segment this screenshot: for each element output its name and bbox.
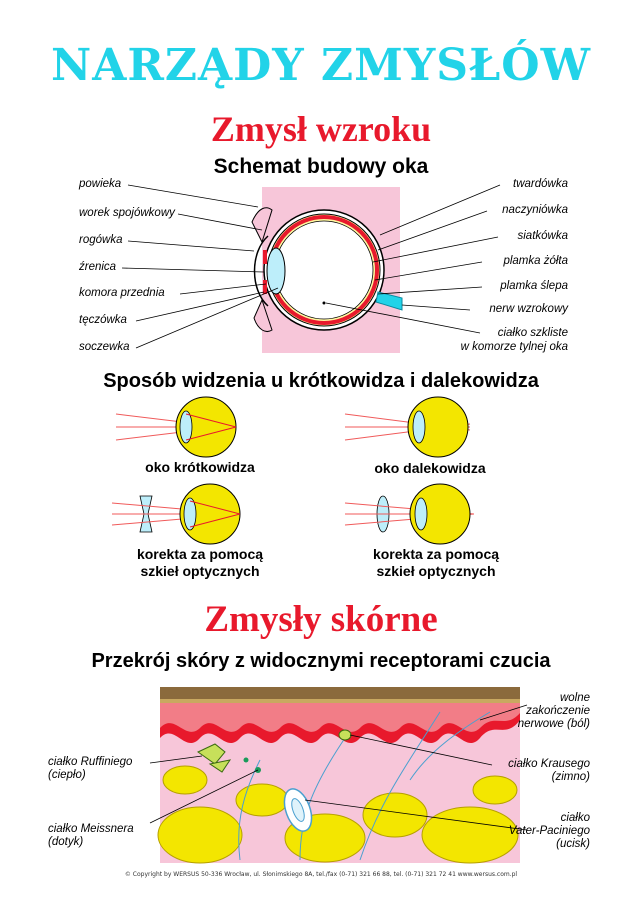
label-pupil: źrenica [79, 261, 117, 273]
label-krause: ciałko Krausego [508, 758, 590, 770]
label-blind-spot: plamka ślepa [500, 280, 568, 292]
copyright-footer: © Copyright by WERSUS 50-336 Wrocław, ul. Słonimskiego 8A, tel./fax (0-71) 321 66 88, tel. (0-71) 321 72 41 www.wersus.com.pl [124, 871, 518, 878]
sight-heading: Sposób widzenia u krótkowidza i dalekowidza [103, 370, 539, 392]
label-cornea: rogówka [79, 234, 123, 246]
label-free-nerve-ending: wolne [559, 692, 590, 704]
label-vitreous-body-line2: w komorze tylnej oka [460, 341, 568, 353]
eye-myopic-corrected [112, 484, 240, 544]
label-anterior-chamber: komora przednia [79, 287, 165, 299]
label-meissner-sense: (dotyk) [48, 836, 84, 848]
page-title: NARZĄDY ZMYSŁÓW [50, 40, 592, 91]
skin-diagram [150, 687, 527, 863]
caption-hyperopic-correction-line2: szkieł optycznych [376, 563, 496, 579]
label-pacini-sense: (ucisk) [556, 838, 590, 850]
caption-myopic-correction-line2: szkieł optycznych [140, 563, 260, 579]
label-optic-nerve: nerw wzrokowy [489, 303, 568, 315]
caption-hyperopic-correction-line1: korekta za pomocą [372, 546, 500, 562]
skin-heading: Zmysły skórne [204, 599, 438, 640]
caption-myopic-correction-line1: korekta za pomocą [136, 546, 264, 562]
label-iris: tęczówka [79, 314, 127, 326]
label-lens: soczewka [79, 341, 130, 353]
label-ruffini: ciałko Ruffiniego [48, 756, 133, 768]
label-choroid: naczyniówka [502, 204, 568, 216]
vision-heading: Zmysł wzroku [210, 109, 432, 149]
label-conjunctival-sac: worek spojówkowy [79, 207, 175, 219]
label-pacini: ciałko [560, 812, 590, 824]
label-vitreous-body: ciałko szkliste [497, 327, 568, 339]
label-sclera: twardówka [513, 178, 568, 190]
eye-hyperopic-corrected [345, 484, 474, 544]
caption-hyperopic-eye: oko dalekowidza [374, 460, 486, 476]
label-pacini-line2: Vater-Paciniego [508, 825, 590, 837]
skin-subheading: Przekrój skóry z widocznymi receptorami czucia [91, 650, 551, 672]
label-free-nerve-ending-line2: zakończenie [526, 705, 590, 717]
label-eyelid: powieka [79, 178, 122, 190]
label-macula: plamka żółta [503, 255, 568, 267]
label-retina: siatkówka [517, 230, 568, 242]
eye-myopic [116, 397, 236, 457]
label-free-nerve-ending-sense: nerwowe (ból) [517, 718, 590, 730]
caption-myopic-eye: oko krótkowidza [145, 459, 255, 475]
eye-diagram-subheading: Schemat budowy oka [213, 155, 429, 178]
label-meissner: ciałko Meissnera [48, 823, 134, 835]
eye-diagram [122, 185, 500, 353]
eye-hyperopic [345, 397, 470, 457]
label-krause-sense: (zimno) [551, 771, 590, 783]
label-ruffini-sense: (ciepło) [48, 769, 86, 781]
